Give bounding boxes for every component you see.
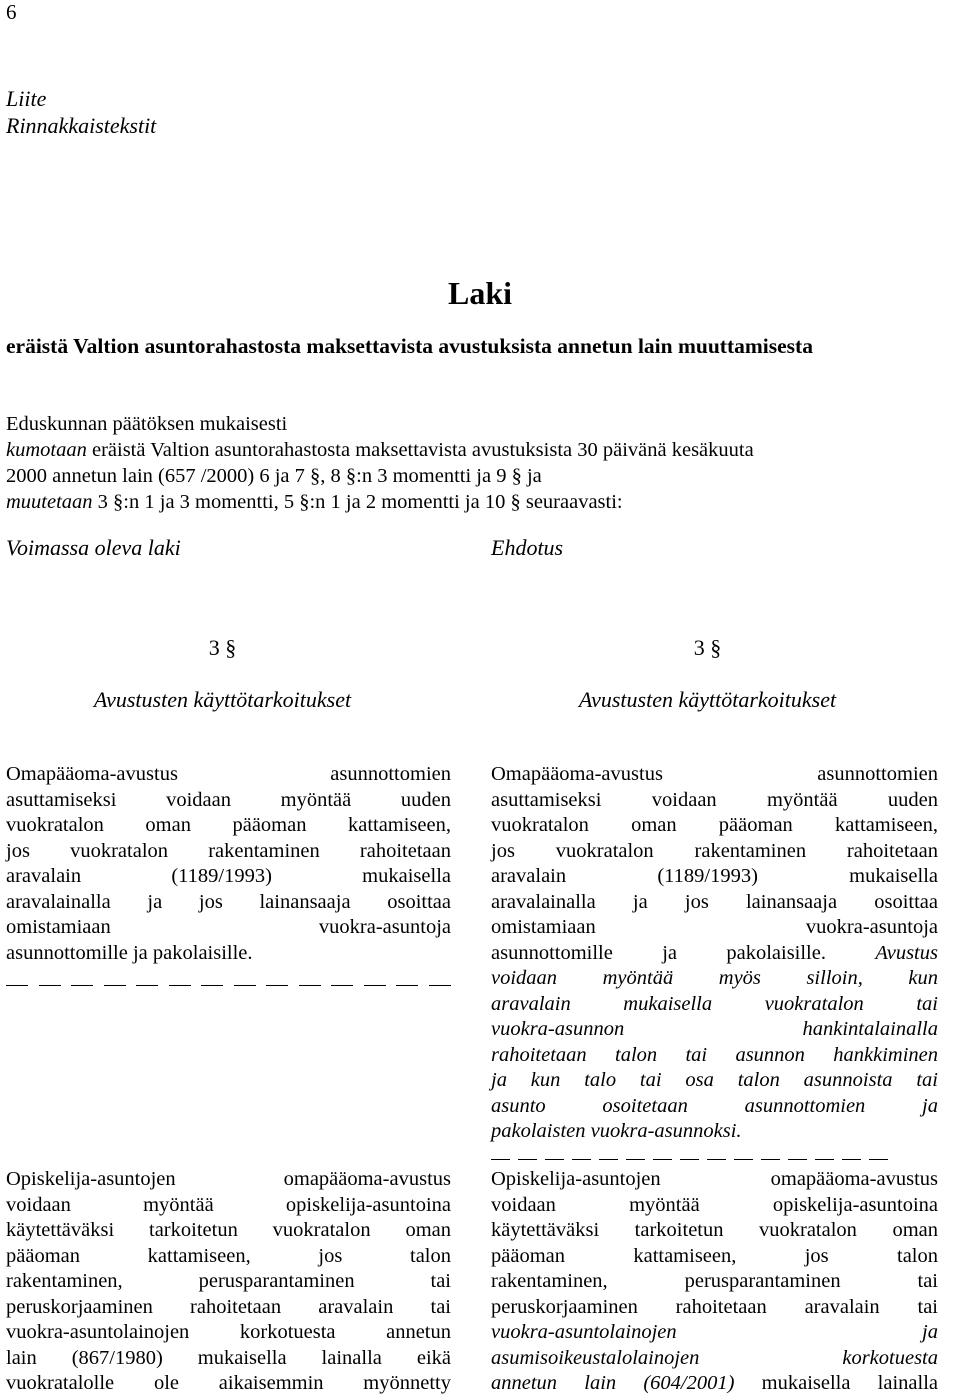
text-line: pääoman kattamiseen, jos talon [491,1244,938,1267]
left-section-number: 3 § [208,635,237,660]
page-number: 6 [6,0,17,24]
text-line: vuokra-asuntolainojen korkotuesta annetun [6,1321,451,1343]
text-line: peruskorjaaminen rahoitetaan aravalain tai [6,1295,451,1318]
text-line: aravalain (1189/1993) mukaisella [6,865,451,887]
text-fragment: mukaisella lainalla [734,1372,938,1394]
text-line: rakentaminen, perusparantaminen tai [6,1270,451,1292]
text-line: omistamiaan vuokra-asuntoja [6,916,451,938]
right-section-number: 3 § [693,635,722,660]
intro-line-4 [6,489,956,515]
text-line: Omapääoma-avustus asunnottomien [491,763,938,785]
right-paragraph-2 [491,1167,938,1397]
intro-line-3: 2000 annetun lain (657 /2000) 6 ja 7 §, 8 §:n 3 momentti ja 9 § ja [6,465,542,487]
text-line: voidaan myöntää opiskelija-asuntoina [491,1193,938,1216]
added-text-line: vuokra-asunnon hankintalainalla [491,1018,938,1040]
added-text-line: ja kun talo tai osa talon asunnoista tai [491,1069,938,1091]
intro-line-2 [6,437,956,463]
appendix-header [6,85,156,139]
text-line: aravalainalla ja jos lainansaaja osoittaa [491,890,938,913]
text-line: Omapääoma-avustus asunnottomien [6,763,451,785]
text-line: aravalain (1189/1993) mukaisella [491,865,938,887]
amend-keyword: muutetaan [6,491,93,513]
left-paragraph-2 [6,1167,451,1397]
added-text: Avustus [875,941,938,964]
proposal-heading: Ehdotus [491,535,564,560]
intro-line-2-text: eräistä Valtion asuntorahastosta maksettavista avustuksista 30 päivänä kesäkuuta [86,439,754,461]
added-text-line: asunto osoitetaan asunnottomien ja [491,1094,938,1117]
text-line [491,1371,938,1397]
omission-dashes [6,972,461,998]
text-line: Opiskelija-asuntojen omapääoma-avustus [6,1168,451,1190]
text-line: lain (867/1980) mukaisella lainalla eikä [6,1346,451,1369]
text-line: vuokratalon oman pääoman kattamiseen, [6,814,451,836]
repeal-keyword: kumotaan [6,439,87,461]
text-line: voidaan myöntää opiskelija-asuntoina [6,1193,451,1216]
text-line: vuokratalon oman pääoman kattamiseen, [491,814,938,836]
added-text-line: rahoitetaan talon tai asunnon hankkiminen [491,1043,938,1066]
right-paragraph-1 [491,762,938,1145]
left-section-title: Avustusten käyttötarkoitukset [93,687,352,712]
added-text-line: asumisoikeustalolainojen korkotuesta [491,1346,938,1369]
text-line: rakentaminen, perusparantaminen tai [491,1270,938,1292]
text-line: jos vuokratalon rakentaminen rahoitetaan [6,839,451,862]
added-text-line: aravalain mukaisella vuokratalon tai [491,992,938,1015]
enacting-clause [6,411,956,515]
text-line: pääoman kattamiseen, jos talon [6,1244,451,1267]
text-line: käytettäväksi tarkoitetun vuokratalon oman [6,1219,451,1241]
text-line: omistamiaan vuokra-asuntoja [491,916,938,938]
text-line: aravalainalla ja jos lainansaaja osoittaa [6,890,451,913]
added-text-line: voidaan myöntää myös silloin, kun [491,967,938,989]
text-line: asuttamiseksi voidaan myöntää uuden [6,788,451,811]
law-subtitle: eräistä Valtion asuntorahastosta maksettavista avustuksista annetun lain muuttamisesta [6,334,813,358]
text-line [491,941,938,967]
current-law-heading: Voimassa oleva laki [6,535,181,560]
law-title: Laki [447,275,513,311]
appendix-label: Liite [6,86,47,111]
added-text: annetun lain (604/2001) [491,1372,735,1394]
text-line: peruskorjaaminen rahoitetaan aravalain tai [491,1295,938,1318]
text-line: asuttamiseksi voidaan myöntää uuden [491,788,938,811]
intro-line-4-text: 3 §:n 1 ja 3 momentti, 5 §:n 1 ja 2 momentti ja 10 § seuraavasti: [92,491,623,513]
added-text-line: vuokra-asuntolainojen ja [491,1321,938,1343]
intro-line-1: Eduskunnan päätöksen mukaisesti [6,413,288,435]
text-line: jos vuokratalon rakentaminen rahoitetaan [491,839,938,862]
added-text-line: pakolaisten vuokra-asunnoksi. [491,1120,742,1142]
text-line: Opiskelija-asuntojen omapääoma-avustus [491,1168,938,1190]
left-paragraph-1 [6,762,451,966]
text-line: käytettäväksi tarkoitetun vuokratalon oman [491,1219,938,1241]
text-line: vuokratalolle ole aikaisemmin myönnetty [6,1372,451,1394]
parallel-texts-label: Rinnakkaistekstit [6,113,157,138]
text-fragment: asunnottomille ja pakolaisille. [491,941,826,964]
right-section-title: Avustusten käyttötarkoitukset [578,687,837,712]
text-line: asunnottomille ja pakolaisille. [6,941,253,964]
